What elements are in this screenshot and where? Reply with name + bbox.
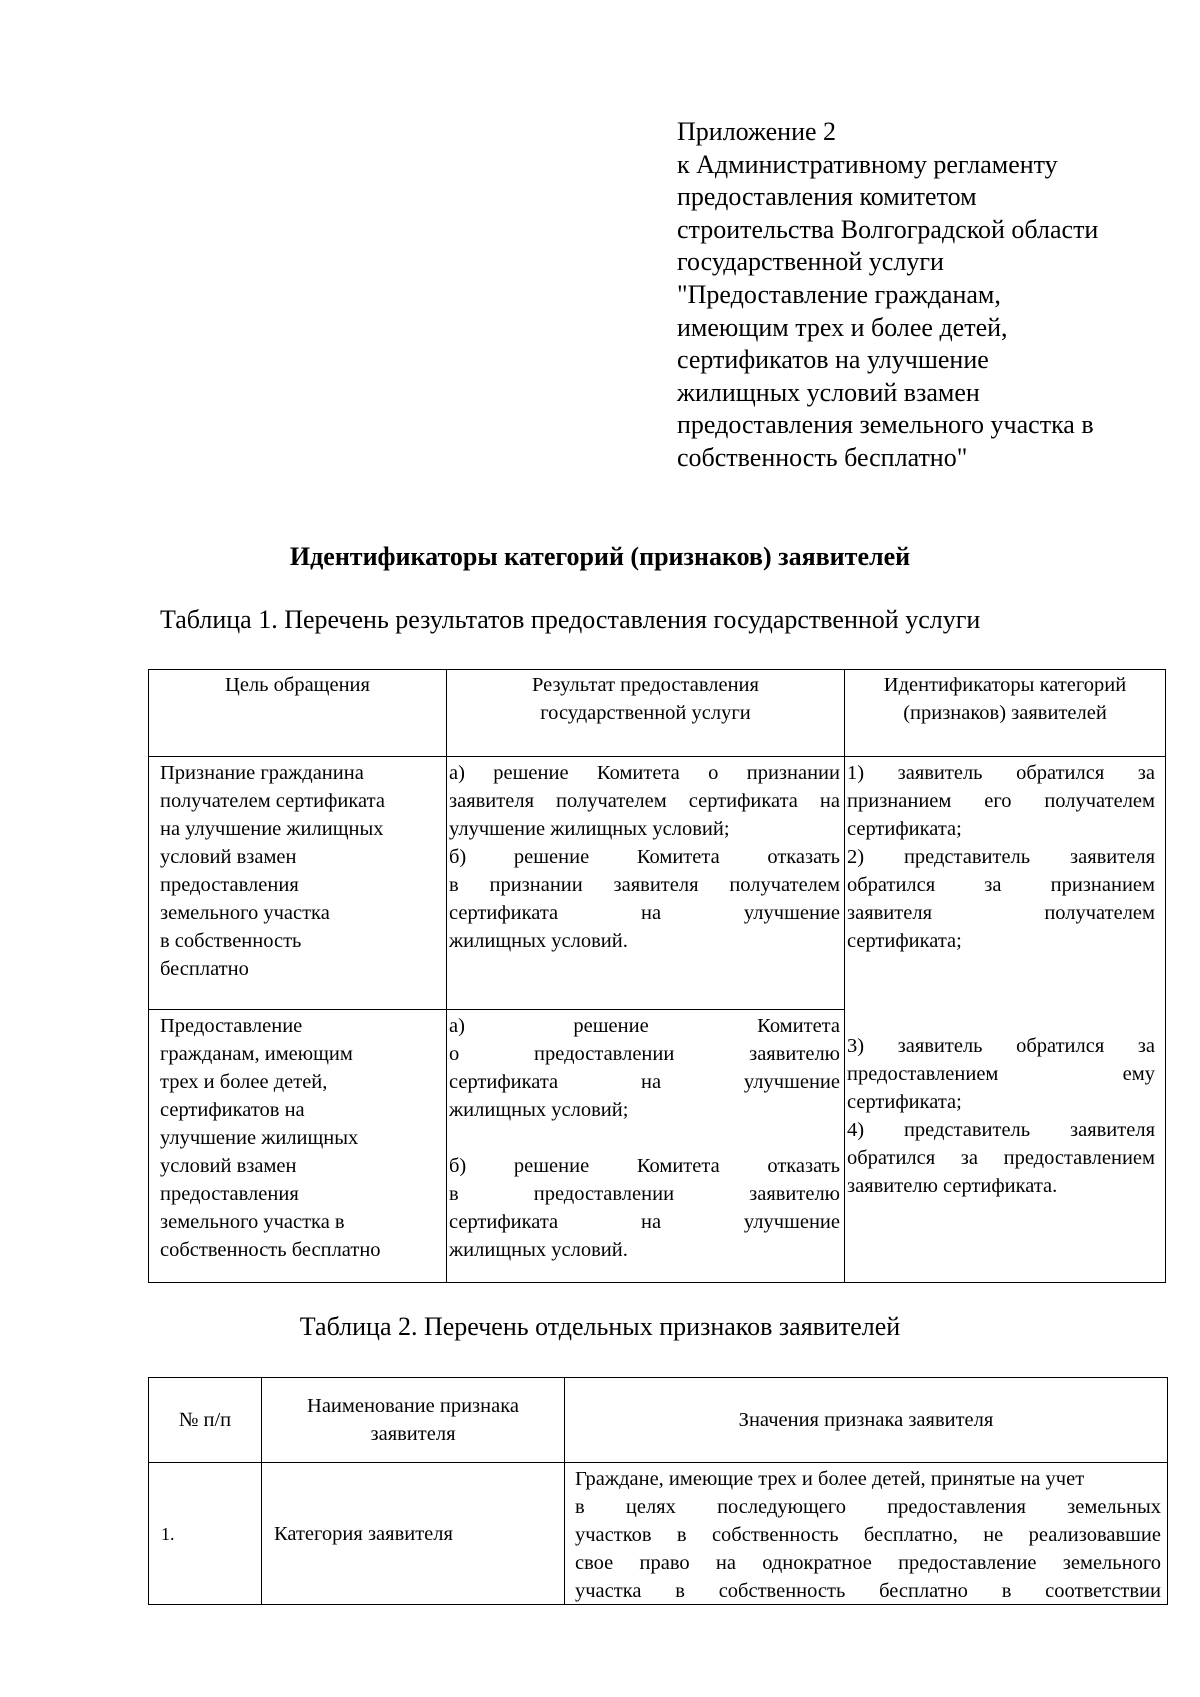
cell-line: сертификата;: [847, 818, 962, 840]
cell-line: б) решение Комитета отказать: [449, 846, 840, 868]
appendix-line: к Административному регламенту: [677, 149, 1058, 179]
cell-line: на улучшение жилищных: [160, 818, 384, 840]
cell-line: условий взамен: [160, 846, 297, 868]
header-text: Наименование признака: [307, 1395, 519, 1417]
applicant-features-table: [148, 1377, 1168, 1605]
cell-line: предоставления: [160, 1183, 299, 1205]
cell-line: 3) заявитель обратился за: [847, 1035, 1155, 1057]
result-cell: [447, 1010, 845, 1283]
appendix-heading: [677, 116, 1177, 475]
cell-line: Признание гражданина: [160, 762, 364, 784]
cell-line: 1) заявитель обратился за: [847, 762, 1155, 784]
table-row: [149, 1463, 1168, 1605]
cell-line: а) решение Комитета о признании: [449, 762, 840, 784]
cell-line: условий взамен: [160, 1155, 297, 1177]
cell-line: трех и более детей,: [160, 1071, 328, 1093]
cell-line: сертификата;: [847, 930, 962, 952]
goal-cell: [149, 1010, 447, 1283]
cell-line: гражданам, имеющим: [160, 1043, 353, 1065]
table-header-row: [149, 1378, 1168, 1463]
header-cell-result: [447, 670, 845, 757]
cell-line: сертификата на улучшение: [449, 1071, 840, 1093]
cell-line: обратился за предоставлением: [847, 1147, 1155, 1169]
header-text: (признаков) заявителей: [903, 702, 1107, 724]
cell-line: сертификата на улучшение: [449, 1211, 840, 1233]
appendix-line: "Предоставление гражданам,: [677, 279, 1001, 309]
cell-line: улучшение жилищных условий;: [449, 818, 730, 840]
cell-line: предоставлением ему: [847, 1063, 1155, 1085]
results-table: [148, 669, 1166, 1283]
appendix-line: имеющим трех и более детей,: [677, 312, 1008, 342]
cell-line: а) решение Комитета: [449, 1015, 840, 1037]
appendix-line: государственной услуги: [677, 247, 944, 277]
cell-line: жилищных условий.: [449, 1239, 628, 1261]
cell-line: в предоставлении заявителю: [449, 1183, 840, 1205]
goal-cell: [149, 757, 447, 1010]
cell-line: сертификата на улучшение: [449, 902, 840, 924]
cell-line: свое право на однократное предоставление земельного: [575, 1552, 1161, 1574]
header-cell-number: [149, 1378, 262, 1463]
row-number: 1.: [149, 1463, 262, 1605]
header-cell-feature-name: [262, 1378, 565, 1463]
cell-line: получателем сертификата: [160, 790, 385, 812]
cell-line: улучшение жилищных: [160, 1127, 359, 1149]
cell-line: 4) представитель заявителя: [847, 1119, 1155, 1141]
cell-line: участка в собственность бесплатно в соответствии: [575, 1580, 1161, 1602]
appendix-line: жилищных условий взамен: [677, 377, 980, 407]
header-text: заявителя: [370, 1423, 456, 1445]
header-text: Цель обращения: [225, 674, 370, 696]
feature-values: [565, 1463, 1168, 1605]
cell-line: жилищных условий.: [449, 930, 628, 952]
cell-line: б) решение Комитета отказать: [449, 1155, 840, 1177]
cell-line: сертификата;: [847, 1091, 962, 1113]
cell-line: заявителя получателем: [847, 902, 1155, 924]
appendix-line: собственность бесплатно": [677, 442, 968, 472]
appendix-line: предоставления комитетом: [677, 182, 977, 212]
header-cell-goal: [149, 670, 447, 757]
cell-line: жилищных условий;: [449, 1099, 629, 1121]
cell-line: собственность бесплатно: [160, 1239, 381, 1261]
cell-line: в целях последующего предоставления земельных: [575, 1496, 1161, 1518]
header-text: № п/п: [178, 1409, 232, 1431]
table-header-row: [149, 670, 1166, 757]
header-text: Идентификаторы категорий: [883, 674, 1127, 696]
cell-line: в признании заявителя получателем: [449, 874, 840, 896]
cell-line: бесплатно: [160, 958, 249, 980]
feature-name: Категория заявителя: [262, 1463, 565, 1605]
document-title: Идентификаторы категорий (признаков) заявителей: [289, 542, 911, 571]
header-cell-identifiers: [845, 670, 1166, 757]
cell-line: обратился за признанием: [847, 874, 1155, 896]
table2-caption: Таблица 2. Перечень отдельных признаков заявителей: [299, 1312, 901, 1341]
appendix-line: строительства Волгоградской области: [677, 214, 1099, 244]
header-text: Результат предоставления: [532, 674, 759, 696]
identifiers-cell: [845, 757, 1166, 1283]
appendix-line: Приложение 2: [677, 117, 837, 146]
cell-line: земельного участка в: [160, 1211, 345, 1233]
cell-line: Предоставление: [160, 1015, 303, 1037]
cell-line: заявителю сертификата.: [847, 1175, 1058, 1197]
cell-line: Граждане, имеющие трех и более детей, принятые на учет: [575, 1468, 1085, 1490]
table1-caption: Таблица 1. Перечень результатов предоставления государственной услуги: [160, 605, 981, 634]
appendix-line: предоставления земельного участка в: [677, 410, 1094, 440]
cell-line: земельного участка: [160, 902, 330, 924]
result-cell: [447, 757, 845, 1010]
appendix-line: сертификатов на улучшение: [677, 345, 989, 375]
cell-line: участков в собственность бесплатно, не реализовавшие: [575, 1524, 1161, 1546]
cell-line: предоставления: [160, 874, 299, 896]
cell-line: о предоставлении заявителю: [449, 1043, 840, 1065]
cell-line: сертификатов на: [160, 1099, 305, 1121]
header-text: государственной услуги: [540, 702, 751, 724]
cell-line: в собственность: [160, 930, 302, 952]
header-cell-feature-values: [565, 1378, 1168, 1463]
table-row: [149, 757, 1166, 1010]
header-text: Значения признака заявителя: [738, 1409, 994, 1431]
cell-line: 2) представитель заявителя: [847, 846, 1155, 868]
cell-line: заявителя получателем сертификата на: [449, 790, 840, 812]
cell-line: признанием его получателем: [847, 790, 1155, 812]
